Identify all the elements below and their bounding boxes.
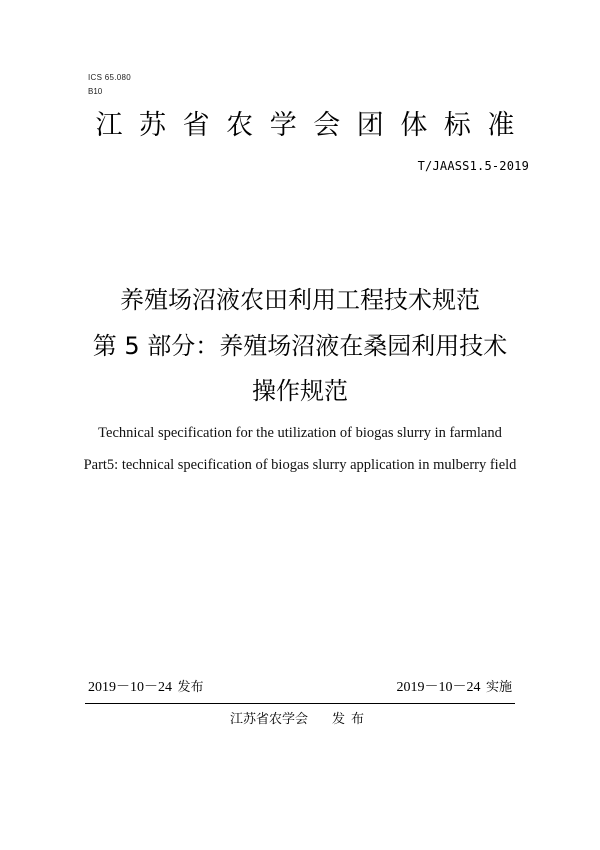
org-title-char: 苏 — [139, 110, 167, 141]
classification-code: B10 — [88, 87, 103, 96]
issue-label: 发布 — [177, 680, 204, 695]
publisher-name: 江苏省农学会 — [229, 712, 308, 727]
org-title-char: 标 — [443, 110, 471, 141]
issue-date: 2019－10－24 — [88, 680, 172, 695]
title-cn-line-1: 养殖场沼液农田利用工程技术规范 — [120, 286, 480, 314]
publisher-line — [0, 710, 600, 730]
issue-date-block — [88, 678, 204, 698]
implement-date: 2019－10－24 — [396, 680, 481, 695]
publish-action: 发布 — [332, 712, 371, 727]
organization-standard-title — [95, 108, 515, 144]
footer-divider — [85, 703, 515, 704]
title-en-line-2: Part5: technical specification of biogas slurry application in mulberry field — [83, 457, 517, 473]
standard-number: T/JAASS1.5-2019 — [417, 159, 529, 173]
implement-label: 实施 — [485, 680, 512, 695]
org-title-char: 农 — [226, 110, 254, 141]
org-title-char: 准 — [487, 110, 515, 141]
org-title-char: 会 — [313, 110, 341, 141]
title-en-line-1: Technical specification for the utilization of biogas slurry in farmland — [98, 425, 502, 441]
ics-code: ICS 65.080 — [88, 73, 132, 82]
title-cn-line-2: 第 5 部分：养殖场沼液在桑园利用技术 — [92, 332, 508, 360]
implement-date-block — [396, 678, 512, 698]
org-title-char: 省 — [182, 110, 210, 141]
org-title-char: 团 — [356, 110, 384, 141]
org-title-char: 江 — [95, 110, 123, 141]
org-title-char: 体 — [400, 110, 428, 141]
org-title-char: 学 — [269, 110, 297, 141]
title-cn-line-3: 操作规范 — [252, 377, 348, 405]
